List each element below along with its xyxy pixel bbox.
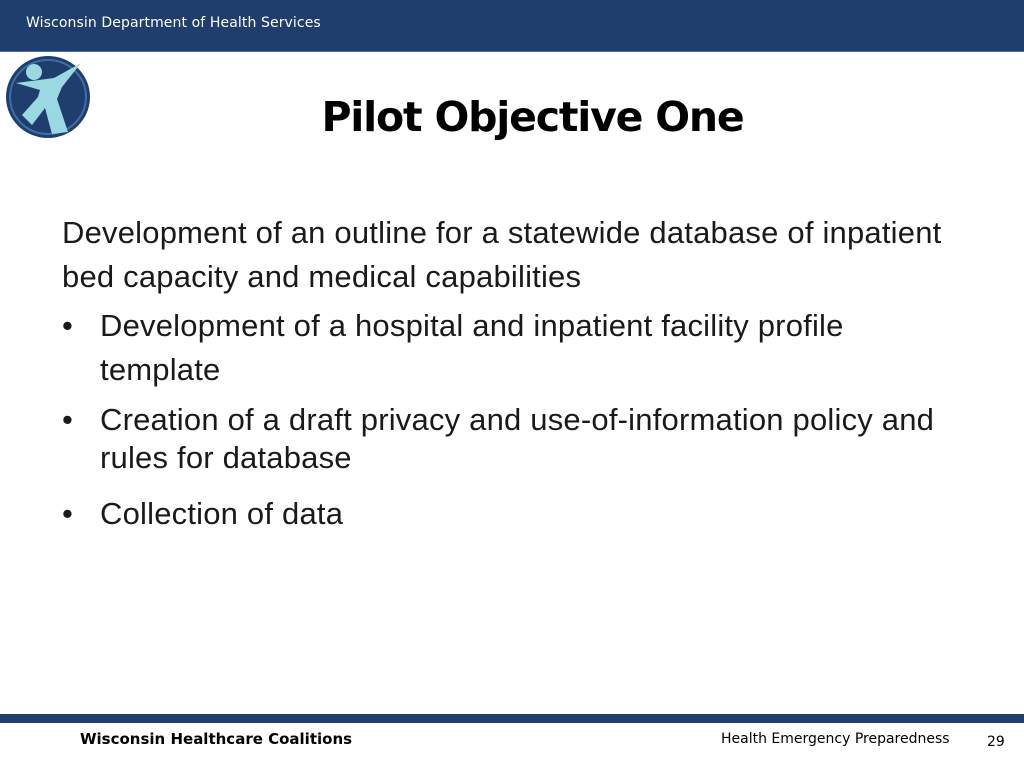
organization-name: Wisconsin Department of Health Services bbox=[26, 15, 321, 31]
bullet-item bbox=[62, 401, 962, 477]
bullet-text: Development of a hospital and inpatient facility profile template bbox=[100, 308, 844, 387]
bullet-text: Creation of a draft privacy and use-of-information policy and rules for database bbox=[100, 402, 935, 475]
bullet-list bbox=[62, 304, 962, 536]
dhs-logo-icon bbox=[2, 53, 92, 139]
slide-body bbox=[62, 211, 962, 545]
header-bar bbox=[0, 0, 1024, 52]
bullet-item bbox=[62, 492, 962, 536]
footer-organization: Wisconsin Healthcare Coalitions bbox=[80, 730, 353, 748]
page-number: 29 bbox=[987, 734, 1005, 750]
bullet-icon: • bbox=[62, 308, 74, 343]
bullet-text: Collection of data bbox=[100, 496, 344, 531]
bullet-icon: • bbox=[62, 402, 74, 437]
bullet-icon: • bbox=[62, 496, 74, 531]
footer-program: Health Emergency Preparedness bbox=[721, 731, 950, 747]
slide-title: Pilot Objective One bbox=[321, 93, 744, 141]
intro-paragraph: Development of an outline for a statewide database of inpatient bed capacity and medical capabilities bbox=[62, 215, 942, 294]
footer-bar bbox=[0, 714, 1024, 723]
bullet-item bbox=[62, 304, 962, 392]
